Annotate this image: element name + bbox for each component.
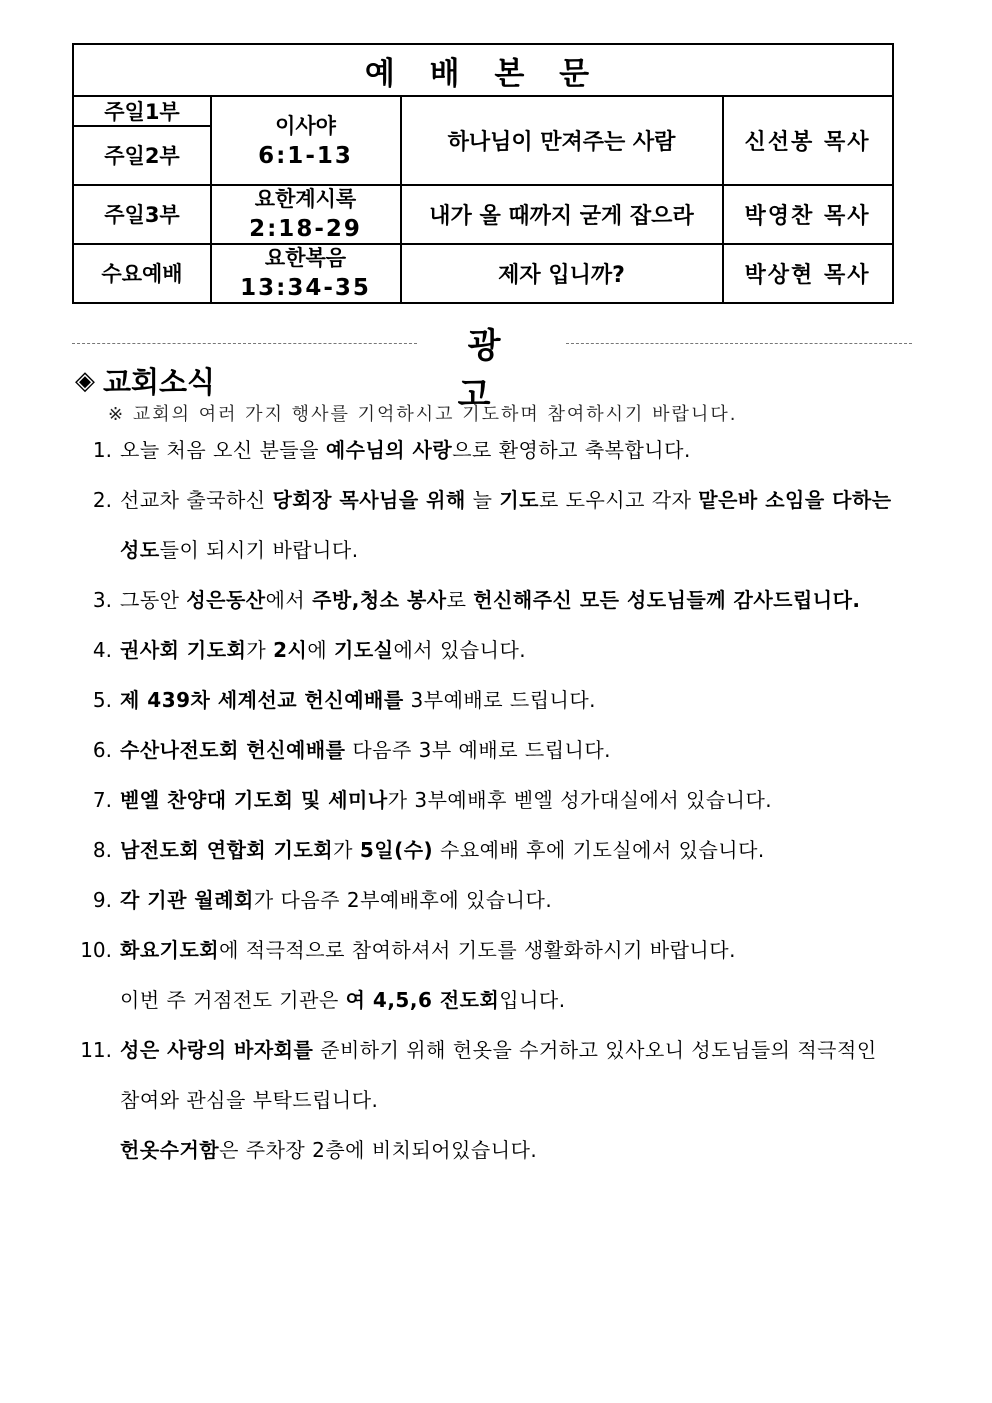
emphasis-text: 맡은바 소임을 다하는 <box>698 488 892 512</box>
body-text: 이번 주 거점전도 기관은 <box>120 988 346 1012</box>
section-heading <box>75 360 215 401</box>
body-text: 가 <box>333 838 360 862</box>
item-text <box>120 985 566 1015</box>
body-text: 가 3부예배후 벧엘 성가대실에서 있습니다. <box>387 788 773 812</box>
body-text: 에서 있습니다. <box>393 638 527 662</box>
emphasis-text: 제 439차 세계선교 헌신예배를 <box>120 688 404 712</box>
scripture-passage <box>211 244 400 302</box>
emphasis-text: 당회장 목사님을 위해 <box>272 488 466 512</box>
body-text: 에 적극적으로 참여하셔서 기도를 생활화하시기 바랍니다. <box>219 938 736 962</box>
item-text <box>120 735 611 765</box>
body-text: 로 도우시고 각자 <box>538 488 699 512</box>
emphasis-text: 벧엘 찬양대 기도회 및 세미나 <box>120 788 388 812</box>
announcement-item <box>70 835 930 885</box>
worship-title: 예 배 본 문 <box>74 45 892 97</box>
service-label: 주일3부 <box>104 203 180 227</box>
body-text: 에 <box>307 638 335 662</box>
emphasis-text: 여 4,5,6 전도회 <box>345 988 500 1012</box>
item-text <box>120 1085 378 1115</box>
announcement-item <box>70 885 930 935</box>
dashed-divider <box>72 343 417 344</box>
scripture-passage <box>211 185 400 243</box>
body-text: 오늘 처음 오신 분들을 <box>120 438 326 462</box>
item-number: 8. <box>92 838 112 862</box>
item-number: 2. <box>92 488 112 512</box>
scripture-book: 요한복음 <box>264 246 347 270</box>
item-text <box>120 585 861 615</box>
announcement-item <box>70 635 930 685</box>
body-text: 으로 환영하고 축복합니다. <box>452 438 691 462</box>
service-label: 주일2부 <box>104 144 180 168</box>
scripture-book: 요한계시록 <box>254 187 357 211</box>
body-text: 그동안 <box>120 588 187 612</box>
scripture-book: 이사야 <box>275 113 336 138</box>
announcement-item <box>70 1085 930 1135</box>
body-text: 다음주 3부 예배로 드립니다. <box>345 738 612 762</box>
announcement-item <box>70 935 930 985</box>
emphasis-text: 2시 <box>273 638 308 662</box>
item-text <box>120 885 552 915</box>
emphasis-text: 기도 <box>499 488 539 512</box>
sermon-title: 하나님이 만져주는 사람 <box>447 130 676 155</box>
item-number: 6. <box>92 738 112 762</box>
announcement-item <box>70 985 930 1035</box>
body-text: 에서 <box>265 588 313 612</box>
item-text <box>120 635 526 665</box>
announcement-item <box>70 485 930 535</box>
scripture-passage <box>211 97 400 184</box>
emphasis-text: 주방,청소 봉사 <box>312 588 447 612</box>
diamond-icon: ◈ <box>75 365 95 396</box>
announcement-item <box>70 685 930 735</box>
worship-table <box>72 43 894 304</box>
emphasis-text: 성은동산 <box>186 588 266 612</box>
announcement-item <box>70 585 930 635</box>
item-number: 7. <box>92 788 112 812</box>
service-label: 수요예배 <box>101 262 183 286</box>
emphasis-text: 성도 <box>120 538 160 562</box>
item-number: 4. <box>92 638 112 662</box>
item-text <box>120 835 765 865</box>
item-text <box>120 935 736 965</box>
announcement-item <box>70 535 930 585</box>
emphasis-text: 기도실 <box>334 638 394 662</box>
service-label: 주일1부 <box>104 100 180 124</box>
preacher-name: 박영찬 목사 <box>744 203 871 229</box>
section-title: 교회소식 <box>103 365 216 399</box>
body-text: 참여와 관심을 부탁드립니다. <box>120 1088 379 1112</box>
body-text: 준비하기 위해 헌옷을 수거하고 있사오니 성도님들의 적극적인 <box>313 1038 877 1062</box>
item-text <box>120 535 359 565</box>
announcement-item <box>70 735 930 785</box>
scripture-ref: 13:34-35 <box>240 275 371 301</box>
emphasis-text: 남전도회 연합회 기도회 <box>120 838 334 862</box>
preacher-name: 신선봉 목사 <box>744 130 871 155</box>
emphasis-text: 5일(수) <box>359 838 434 862</box>
scripture-ref: 2:18-29 <box>249 216 362 242</box>
announcement-item <box>70 785 930 835</box>
item-number: 9. <box>92 888 112 912</box>
item-number: 1. <box>92 438 112 462</box>
body-text: 가 다음주 2부예배후에 있습니다. <box>253 888 553 912</box>
emphasis-text: 예수님의 사랑 <box>325 438 453 462</box>
emphasis-text: 수산나전도회 헌신예배를 <box>120 738 346 762</box>
body-text: 들이 되시기 바랍니다. <box>159 538 359 562</box>
emphasis-text: 성은 사랑의 바자회를 <box>120 1038 314 1062</box>
item-text <box>120 785 772 815</box>
preacher-name: 박상현 목사 <box>744 262 871 288</box>
item-number: 11. <box>80 1038 112 1062</box>
body-text: 수요예배 후에 기도실에서 있습니다. <box>433 838 765 862</box>
emphasis-text: 헌옷수거함 <box>120 1138 220 1162</box>
body-text: 늘 <box>465 488 500 512</box>
section-note: ※ 교회의 여러 가지 행사를 기억하시고 기도하며 참여하시기 바랍니다. <box>108 404 738 425</box>
scripture-ref: 6:1-13 <box>258 142 353 169</box>
emphasis-text: 각 기관 월례회 <box>120 888 254 912</box>
item-text <box>120 435 691 465</box>
item-text <box>120 1035 877 1065</box>
dashed-divider <box>566 343 912 344</box>
body-text: 선교차 출국하신 <box>120 488 273 512</box>
body-text: 로 <box>446 588 474 612</box>
body-text: 가 <box>246 638 274 662</box>
announcement-item <box>70 1135 930 1185</box>
item-number: 10. <box>80 938 112 962</box>
emphasis-text: 헌신해주신 모든 성도님들께 감사드립니다. <box>473 588 861 612</box>
item-number: 3. <box>92 588 112 612</box>
item-text <box>120 485 892 515</box>
sermon-title: 내가 올 때까지 굳게 잡으라 <box>429 203 694 229</box>
announcement-list <box>70 435 930 1185</box>
emphasis-text: 권사회 기도회 <box>120 638 247 662</box>
announcement-item <box>70 435 930 485</box>
emphasis-text: 화요기도회 <box>120 938 220 962</box>
body-text: 입니다. <box>499 988 566 1012</box>
body-text: 은 주차장 2층에 비치되어있습니다. <box>219 1138 538 1162</box>
item-number: 5. <box>92 688 112 712</box>
body-text: 3부예배로 드립니다. <box>403 688 597 712</box>
item-text <box>120 1135 537 1165</box>
item-text <box>120 685 596 715</box>
announcements-title: 광 고 <box>457 326 541 415</box>
sermon-title: 제자 입니까? <box>498 262 625 288</box>
announcement-item <box>70 1035 930 1085</box>
